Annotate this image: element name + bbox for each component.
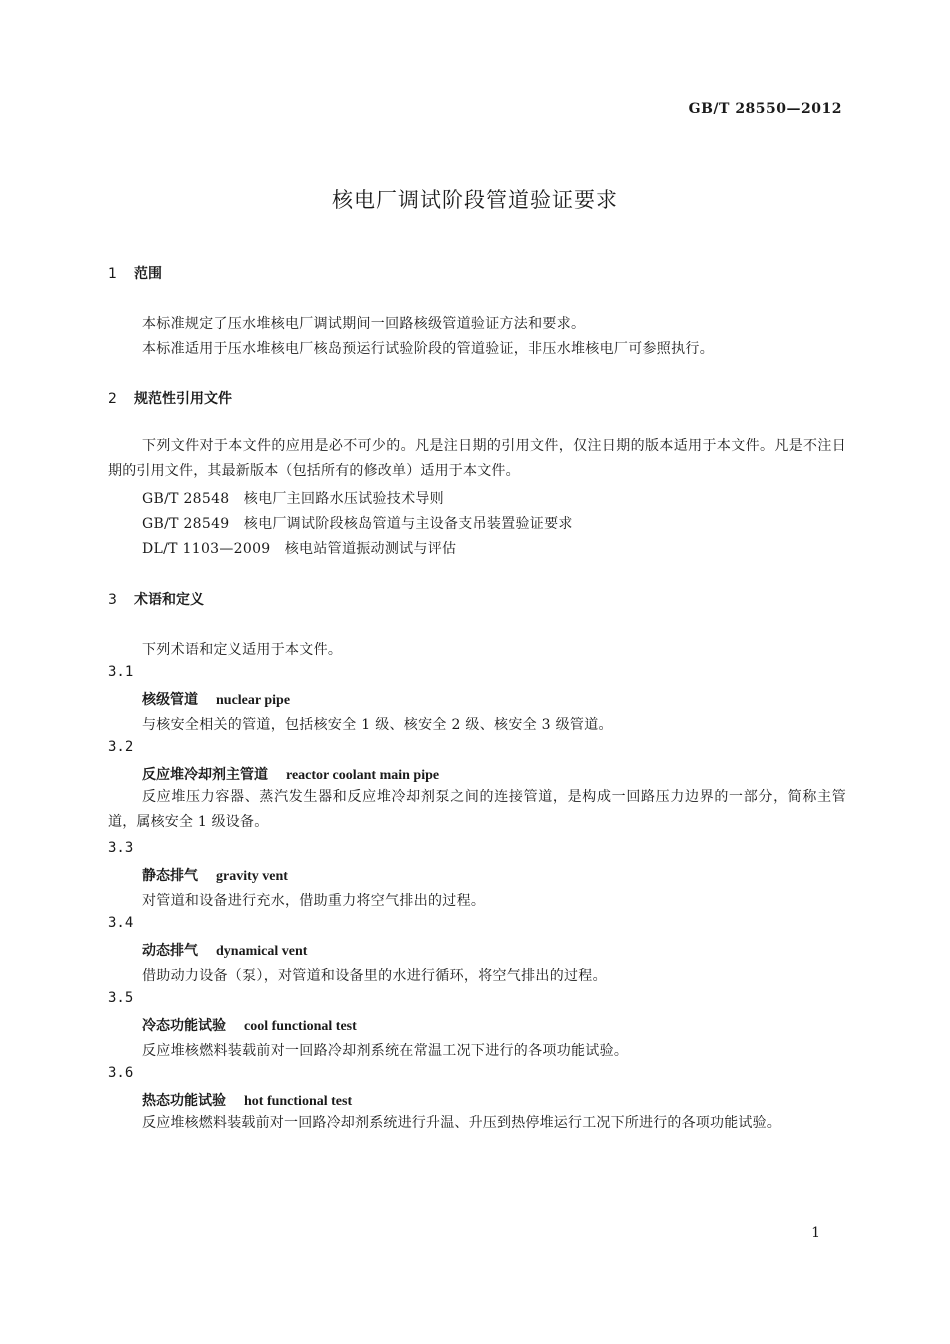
- term-definition: 对管道和设备进行充水，借助重力将空气排出的过程。: [142, 893, 486, 909]
- term-definition: 与核安全相关的管道，包括核安全 1 级、核安全 2 级、核安全 3 级管道。: [142, 717, 613, 733]
- term-name-zh: 动态排气: [142, 943, 198, 959]
- section-title: 范围: [134, 266, 162, 282]
- reference-code: GB/T 28549: [142, 516, 230, 532]
- term-name-zh: 冷态功能试验: [142, 1018, 226, 1034]
- reference-code: GB/T 28548: [142, 491, 230, 507]
- reference-title: 核电站管道振动测试与评估: [284, 541, 457, 557]
- section-2-heading: [108, 388, 232, 408]
- term-name-en: dynamical vent: [216, 944, 308, 959]
- section-1-heading: [108, 263, 162, 283]
- term-name-en: reactor coolant main pipe: [286, 768, 440, 783]
- scope-paragraph-1: 本标准规定了压水堆核电厂调试期间一回路核级管道验证方法和要求。: [142, 316, 586, 332]
- term-name-en: hot functional test: [244, 1094, 353, 1109]
- term-name: [142, 1015, 357, 1035]
- reference-code: DL/T 1103—2009: [142, 541, 271, 557]
- term-name-en: cool functional test: [244, 1019, 357, 1034]
- term-name: [142, 764, 439, 784]
- term-name-zh: 静态排气: [142, 868, 198, 884]
- term-name-en: nuclear pipe: [216, 693, 291, 708]
- term-number: 3.6: [108, 1065, 134, 1081]
- term-name: [142, 865, 288, 885]
- term-definition: 反应堆核燃料装载前对一回路冷却剂系统进行升温、升压到热停堆运行工况下所进行的各项功能试验。: [142, 1115, 781, 1131]
- scope-paragraph-2: 本标准适用于压水堆核电厂核岛预运行试验阶段的管道验证，非压水堆核电厂可参照执行。: [142, 341, 714, 357]
- term-number: 3.5: [108, 990, 134, 1006]
- section-number: 3: [108, 592, 117, 608]
- document-title: 核电厂调试阶段管道验证要求: [332, 188, 618, 212]
- term-number: 3.4: [108, 915, 134, 931]
- reference-item: [142, 538, 456, 558]
- section-number: 2: [108, 391, 117, 407]
- reference-title: 核电厂主回路水压试验技术导则: [243, 491, 444, 507]
- term-definition: 借助动力设备（泵），对管道和设备里的水进行循环，将空气排出的过程。: [142, 968, 607, 984]
- section-3-heading: [108, 589, 204, 609]
- terms-intro: 下列术语和定义适用于本文件。: [142, 642, 343, 658]
- term-number: 3.3: [108, 840, 134, 856]
- reference-title: 核电厂调试阶段核岛管道与主设备支吊装置验证要求: [243, 516, 573, 532]
- standard-number: GB/T 28550—2012: [688, 101, 842, 117]
- term-number: 3.2: [108, 739, 134, 755]
- page-number: 1: [811, 1225, 820, 1241]
- term-name: [142, 689, 290, 709]
- section-title: 规范性引用文件: [134, 391, 232, 407]
- section-number: 1: [108, 266, 117, 282]
- term-name: [142, 1090, 352, 1110]
- section-title: 术语和定义: [134, 592, 204, 608]
- term-name-zh: 核级管道: [142, 692, 198, 708]
- term-name-zh: 反应堆冷却剂主管道: [142, 767, 268, 783]
- term-name-zh: 热态功能试验: [142, 1093, 226, 1109]
- term-definition: 反应堆压力容器、蒸汽发生器和反应堆冷却剂泵之间的连接管道，是构成一回路压力边界的一部分，简称主管道，属核安全 1 级设备。: [108, 789, 846, 830]
- reference-item: [142, 513, 573, 533]
- term-name-en: gravity vent: [216, 869, 288, 884]
- reference-item: [142, 488, 444, 508]
- term-definition: 反应堆核燃料装载前对一回路冷却剂系统在常温工况下进行的各项功能试验。: [142, 1043, 629, 1059]
- references-intro: 下列文件对于本文件的应用是必不可少的。凡是注日期的引用文件，仅注日期的版本适用于本文件。凡是不注日期的引用文件，其最新版本（包括所有的修改单）适用于本文件。: [108, 438, 846, 479]
- term-number: 3.1: [108, 664, 134, 680]
- term-name: [142, 940, 307, 960]
